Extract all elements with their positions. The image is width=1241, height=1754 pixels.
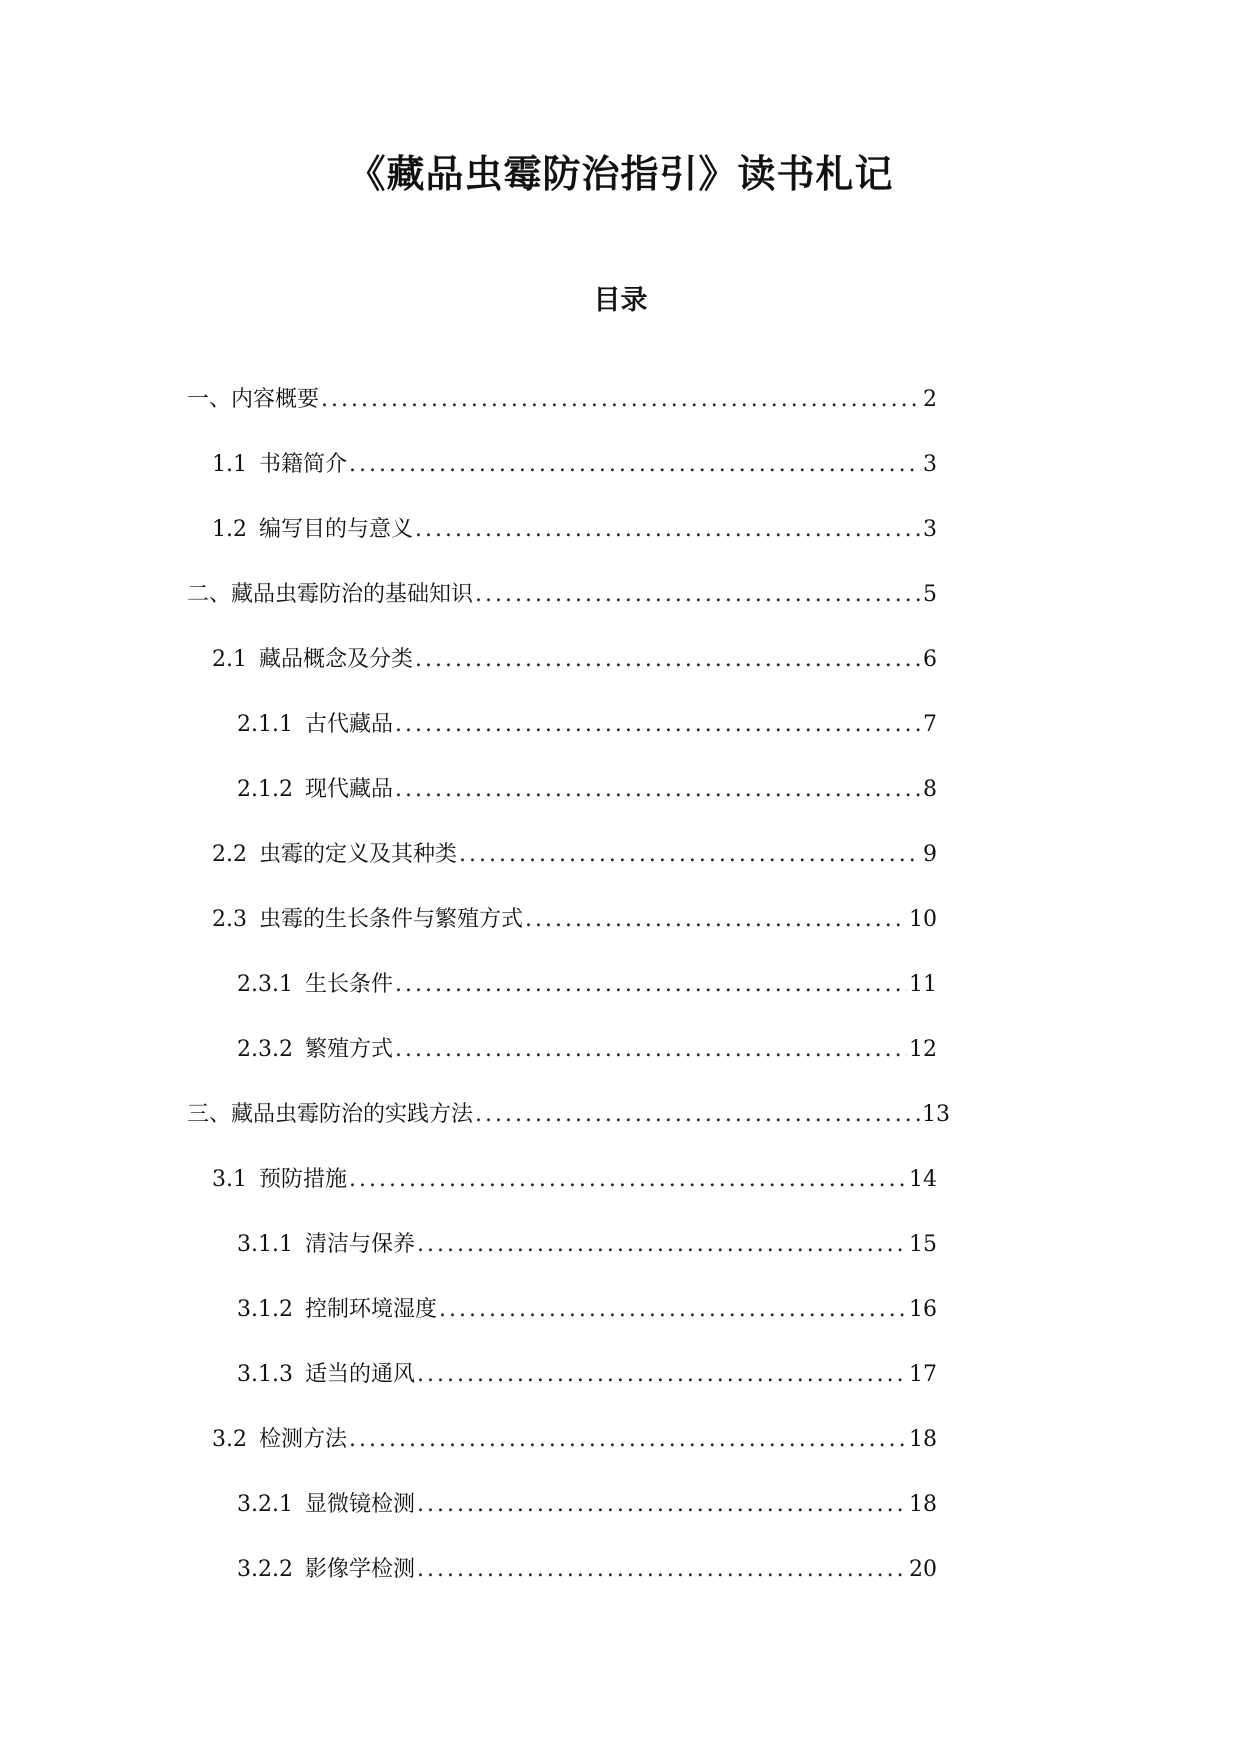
toc-entry-number: 1.2 <box>212 517 247 542</box>
toc-dot-leader <box>393 969 907 1001</box>
toc-dot-leader <box>319 384 921 416</box>
toc-entry[interactable] <box>0 644 937 709</box>
toc-entry-label: 虫霉的定义及其种类 <box>259 842 458 867</box>
toc-entry-label: 控制环境湿度 <box>304 1297 437 1322</box>
toc-entry-number: 3.2.1 <box>237 1492 293 1517</box>
toc-page-number: 2 <box>923 387 937 412</box>
toc-entry-number: 2.3 <box>212 907 247 932</box>
toc-entry[interactable] <box>0 1424 937 1489</box>
toc-entry[interactable] <box>0 1034 937 1099</box>
toc-entry-label: 虫霉的生长条件与繁殖方式 <box>259 907 524 932</box>
toc-dot-leader <box>437 1294 907 1326</box>
toc-entry[interactable] <box>0 1554 937 1619</box>
toc-dot-leader <box>347 449 921 481</box>
toc-page-number: 8 <box>923 777 937 802</box>
toc-entry[interactable] <box>0 904 937 969</box>
toc-entry-number: 2.1.2 <box>237 777 293 802</box>
toc-page-number: 5 <box>923 582 937 607</box>
toc-page-number: 14 <box>909 1167 937 1192</box>
toc-page-number: 18 <box>909 1427 937 1452</box>
toc-dot-leader <box>393 709 921 741</box>
toc-entry[interactable] <box>0 969 937 1034</box>
toc-entry-number: 1.1 <box>212 452 247 477</box>
toc-entry-number: 2.1.1 <box>237 712 293 737</box>
document-title: 《藏品虫霉防治指引》读书札记 <box>347 152 894 196</box>
toc-entry[interactable] <box>0 1164 937 1229</box>
table-of-contents <box>0 384 1241 1619</box>
toc-entry[interactable] <box>0 839 937 904</box>
toc-entry[interactable] <box>0 709 937 774</box>
toc-entry[interactable] <box>0 579 937 644</box>
toc-dot-leader <box>393 774 921 806</box>
toc-page-number: 6 <box>923 647 937 672</box>
toc-entry[interactable] <box>0 774 937 839</box>
toc-entry-label: 适当的通风 <box>304 1362 415 1387</box>
toc-entry-number: 3.1 <box>212 1167 247 1192</box>
toc-dot-leader <box>393 1034 907 1066</box>
toc-entry-label: 影像学检测 <box>304 1557 415 1582</box>
toc-dot-leader <box>347 1164 907 1196</box>
toc-entry-number: 3.2 <box>212 1427 247 1452</box>
toc-page-number: 10 <box>909 907 937 932</box>
toc-entry-label: 预防措施 <box>259 1167 348 1192</box>
toc-entry-label: 检测方法 <box>259 1427 348 1452</box>
toc-page-number: 20 <box>909 1557 937 1582</box>
toc-entry-label: 清洁与保养 <box>304 1232 415 1257</box>
toc-dot-leader <box>415 1489 907 1521</box>
toc-entry[interactable] <box>0 1099 950 1164</box>
toc-dot-leader <box>415 1554 907 1586</box>
toc-entry-label: 显微镜检测 <box>304 1492 415 1517</box>
toc-entry-number: 3.1.1 <box>237 1232 293 1257</box>
toc-entry-label: 二、藏品虫霉防治的基础知识 <box>187 582 474 607</box>
toc-dot-leader <box>415 1359 907 1391</box>
toc-entry-label: 书籍简介 <box>259 452 348 477</box>
toc-page-number: 11 <box>909 972 937 997</box>
toc-entry-number: 2.1 <box>212 647 247 672</box>
toc-page-number: 7 <box>923 712 937 737</box>
toc-entry-label: 藏品概念及分类 <box>259 647 414 672</box>
toc-entry-label: 一、内容概要 <box>187 387 320 412</box>
toc-entry[interactable] <box>0 384 937 449</box>
toc-page-number: 16 <box>909 1297 937 1322</box>
toc-dot-leader <box>347 1424 907 1456</box>
toc-entry-label: 三、藏品虫霉防治的实践方法 <box>187 1102 474 1127</box>
toc-page-number: 17 <box>909 1362 937 1387</box>
toc-entry-label: 繁殖方式 <box>304 1037 393 1062</box>
toc-entry[interactable] <box>0 1489 937 1554</box>
toc-dot-leader <box>413 514 921 546</box>
toc-entry-number: 3.1.3 <box>237 1362 293 1387</box>
toc-page-number: 15 <box>909 1232 937 1257</box>
toc-entry-label: 现代藏品 <box>304 777 393 802</box>
toc-dot-leader <box>473 1099 920 1131</box>
toc-page-number: 12 <box>909 1037 937 1062</box>
toc-dot-leader <box>415 1229 907 1261</box>
toc-page-number: 3 <box>923 452 937 477</box>
toc-entry[interactable] <box>0 1359 937 1424</box>
toc-entry-number: 2.2 <box>212 842 247 867</box>
toc-entry-number: 2.3.1 <box>237 972 293 997</box>
toc-page-number: 9 <box>923 842 937 867</box>
toc-entry-number: 3.1.2 <box>237 1297 293 1322</box>
toc-entry-label: 古代藏品 <box>304 712 393 737</box>
toc-dot-leader <box>523 904 907 936</box>
toc-entry[interactable] <box>0 1229 937 1294</box>
toc-entry-label: 编写目的与意义 <box>259 517 414 542</box>
toc-dot-leader <box>473 579 921 611</box>
toc-entry[interactable] <box>0 514 937 579</box>
toc-entry[interactable] <box>0 1294 937 1359</box>
toc-entry-number: 3.2.2 <box>237 1557 293 1582</box>
toc-page-number: 3 <box>923 517 937 542</box>
toc-entry-label: 生长条件 <box>304 972 393 997</box>
toc-entry[interactable] <box>0 449 937 514</box>
toc-dot-leader <box>457 839 921 871</box>
toc-page-number: 18 <box>909 1492 937 1517</box>
toc-page-number: 13 <box>922 1102 950 1127</box>
toc-dot-leader <box>413 644 921 676</box>
toc-heading: 目录 <box>593 285 648 316</box>
toc-entry-number: 2.3.2 <box>237 1037 293 1062</box>
